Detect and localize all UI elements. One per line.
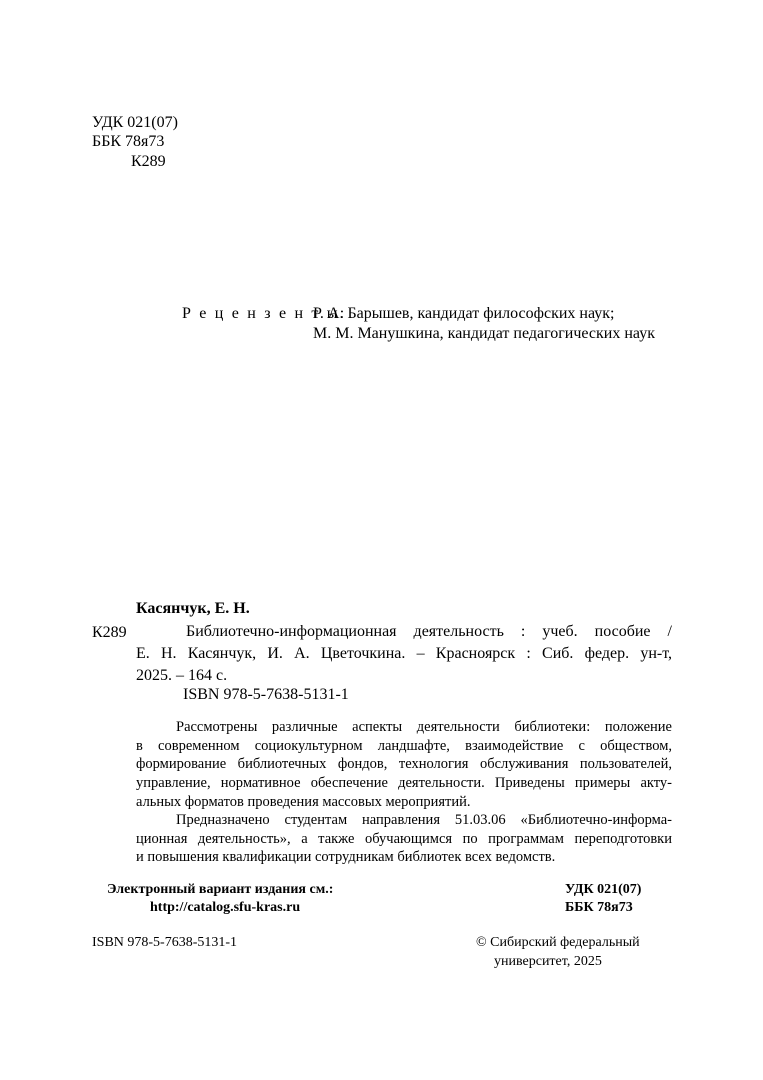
record-author: Касянчук, Е. Н.	[136, 600, 250, 617]
reviewer-1: Р. А. Барышев, кандидат философских наук;	[313, 305, 615, 322]
footer-isbn: ISBN 978-5-7638-5131-1	[92, 935, 238, 950]
record-mark: К289	[92, 624, 127, 641]
bbk-code-bold: ББК 78я73	[565, 900, 633, 915]
annotation-paragraph-2	[136, 811, 672, 867]
copyright-line-2: университет, 2025	[494, 954, 602, 969]
annotation-line: управление, нормативное обеспечение деятельности. Приведены примеры акту-	[136, 775, 672, 792]
record-isbn: ISBN 978-5-7638-5131-1	[183, 686, 349, 703]
annotation-line: в современном социокультурном ландшафте, взаимодействие с обществом,	[136, 737, 672, 754]
udk-code-bold: УДК 021(07)	[565, 882, 642, 897]
electronic-version-url[interactable]: http://catalog.sfu-kras.ru	[150, 900, 301, 915]
annotation-line: Предназначено студентам направления 51.03.06 «Библиотечно-информа-	[176, 812, 672, 828]
record-description-line: Е. Н. Касянчук, И. А. Цветочкина. – Красноярск : Сиб. федер. ун-т,	[136, 645, 672, 662]
annotation-line: Рассмотрены различные аспекты деятельности библиотеки: положение	[176, 719, 672, 735]
author-mark: К289	[131, 153, 166, 170]
reviewers-label: Р е ц е н з е н т ы:	[182, 305, 347, 322]
record-description-line: 2025. – 164 с.	[136, 667, 228, 684]
record-description	[136, 621, 672, 687]
reviewer-2: М. М. Манушкина, кандидат педагогических наук	[313, 325, 655, 342]
udk-code: УДК 021(07)	[92, 114, 178, 131]
annotation-line: ционная деятельность», а также обучающимся по программам переподготовки	[136, 830, 672, 847]
record-description-line: Библиотечно-информационная деятельность : учеб. пособие /	[186, 623, 672, 640]
electronic-version-label: Электронный вариант издания см.:	[107, 882, 334, 897]
annotation-line: формирование библиотечных фондов, технология обслуживания пользователей,	[136, 756, 672, 773]
copyright-line-1: © Сибирский федеральный	[476, 935, 640, 950]
annotation-line: и повышения квалификации сотрудникам библиотек всех ведомств.	[136, 849, 556, 866]
annotation-line: альных форматов проведения массовых мероприятий.	[136, 793, 471, 810]
bbk-code: ББК 78я73	[92, 133, 165, 150]
annotation-paragraph-1	[136, 718, 672, 811]
